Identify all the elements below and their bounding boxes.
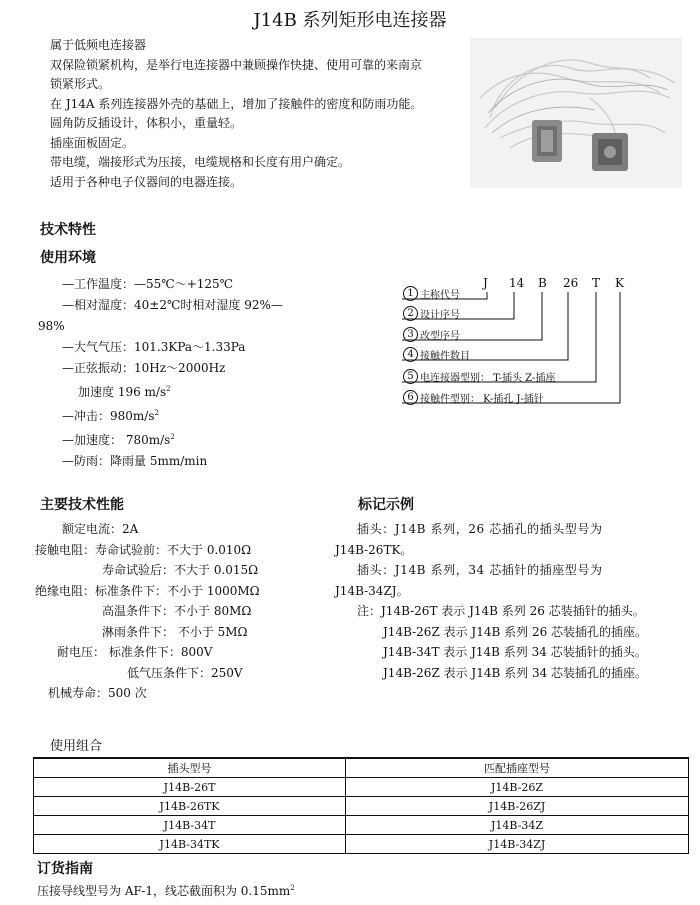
- table-row: [34, 835, 689, 854]
- perf-line: 耐电压： 标准条件下：800V: [57, 645, 213, 659]
- order-heading: 订货指南: [37, 861, 93, 877]
- intro-line: 插座面板固定。: [50, 135, 135, 150]
- legend-item-1: 1 主称代号: [403, 286, 460, 301]
- perf-line: 额定电流：2A: [62, 522, 139, 536]
- legend-item-2: 2 设计序号: [403, 306, 460, 321]
- env-humidity-cont: 98%: [38, 319, 65, 333]
- perf-line: 低气压条件下：250V: [127, 665, 243, 680]
- perf-line: 高温条件下：不小于 80MΩ: [102, 604, 252, 618]
- perf-line: 淋雨条件下： 不小于 5MΩ: [102, 624, 248, 639]
- table-header-row: [34, 758, 689, 778]
- combo-table: [33, 757, 689, 854]
- mark-heading: 标记示例: [358, 497, 414, 513]
- perf-line: 机械寿命：500 次: [48, 686, 147, 700]
- mark-line: J14B-34ZJ。: [335, 583, 409, 598]
- legend-item-3: 3 改型序号: [403, 327, 460, 342]
- intro-line: 带电缆，端接形式为压接，电缆规格和长度有用户确定。: [50, 155, 351, 169]
- mark-examples: [335, 519, 647, 683]
- table-header: 插头型号: [34, 758, 346, 778]
- order-text: 压接导线型号为 AF-1，线芯截面积为 $0.15mm^2$: [37, 884, 295, 898]
- intro-line: 属于低频电连接器: [50, 38, 147, 52]
- legend-item-5: 5 电连接器型别： T-插头 Z-插座: [403, 369, 555, 384]
- legend-item-6: 6 接触件型别： K-插孔 J-插针: [403, 390, 544, 405]
- perf-line: 接触电阻：寿命试验前：不大于 0.010Ω: [35, 542, 252, 557]
- intro-line: 双保险锁紧机构，是举行电连接器中兼顾操作快捷、使用可靠的来南京: [50, 57, 423, 72]
- table-cell: J14B-26ZJ: [346, 797, 689, 816]
- table-row: [34, 778, 689, 797]
- table-cell: J14B-34T: [34, 816, 346, 835]
- env-accel: —加速度： $780m/s^2$: [62, 433, 175, 447]
- code-part: K: [615, 276, 624, 290]
- tech-heading: 技术特性: [40, 222, 96, 238]
- perf-heading: 主要技术性能: [40, 497, 124, 513]
- mark-line: J14B-34T 表示 J14B 系列 34 芯装插针的插头。: [383, 645, 647, 659]
- table-row: [34, 797, 689, 816]
- combo-heading: 使用组合: [50, 739, 103, 754]
- code-part: B: [538, 276, 547, 290]
- code-part: T: [592, 276, 601, 290]
- socket-connector: [592, 133, 628, 171]
- table-header: 匹配插座型号: [346, 758, 689, 778]
- legend-item-4: 4 接触件数目: [403, 347, 470, 362]
- intro-text: [50, 36, 422, 192]
- env-humidity: —相对湿度：40±2℃时相对湿度 92%—: [62, 298, 283, 312]
- table-cell: J14B-34Z: [346, 816, 689, 835]
- code-part: 14: [509, 276, 525, 290]
- intro-line: 适用于各种电子仪器间的电器连接。: [50, 174, 243, 189]
- mark-line: 插头：J14B 系列，26 芯插孔的插头型号为: [357, 522, 603, 536]
- intro-line: 在 J14A 系列连接器外壳的基础上，增加了接触件的密度和防雨功能。: [50, 96, 423, 111]
- env-vibration: —正弦振动：10Hz～2000Hz: [62, 361, 226, 375]
- perf-line: 寿命试验后：不大于 0.015Ω: [102, 563, 259, 577]
- env-specs: [38, 274, 283, 472]
- perf-specs: [35, 519, 260, 704]
- code-part: 26: [563, 276, 579, 290]
- perf-line: 绝缘电阻：标准条件下：不小于 1000MΩ: [35, 583, 260, 598]
- page-title: J14B 系列矩形电连接器: [253, 10, 447, 31]
- table-row: [34, 816, 689, 835]
- env-vib-accel: 加速度 196 $m/s^2$: [78, 385, 171, 399]
- mark-line: J14B-26TK。: [335, 542, 413, 557]
- env-pressure: —大气气压：101.3KPa～1.33Pa: [62, 340, 246, 354]
- mark-line: 注：J14B-26T 表示 J14B 系列 26 芯装插针的插头。: [357, 604, 645, 618]
- table-cell: J14B-26Z: [346, 778, 689, 797]
- code-part: J: [483, 276, 488, 290]
- table-cell: J14B-34TK: [34, 835, 346, 854]
- env-rain: —防雨：降雨量 5mm/min: [62, 454, 208, 468]
- mark-line: J14B-26Z 表示 J14B 系列 26 芯装插孔的插座。: [383, 624, 648, 639]
- env-heading: 使用环境: [40, 250, 96, 266]
- mark-line: 插头：J14B 系列，34 芯插针的插座型号为: [357, 563, 603, 577]
- table-cell: J14B-26TK: [34, 797, 346, 816]
- table-cell: J14B-34ZJ: [346, 835, 689, 854]
- env-temp: —工作温度：—55℃～+125℃: [62, 277, 234, 291]
- mark-line: J14B-26Z 表示 J14B 系列 34 芯装插孔的插座。: [383, 665, 648, 680]
- intro-line: 圆角防反插设计，体积小，重量轻。: [50, 116, 243, 130]
- connector-photo: [470, 38, 682, 188]
- plug-connector: [532, 120, 562, 162]
- env-shock: —冲击：$980m/s^2$: [62, 409, 159, 423]
- table-cell: J14B-26T: [34, 778, 346, 797]
- intro-line: 锁紧形式。: [50, 77, 111, 91]
